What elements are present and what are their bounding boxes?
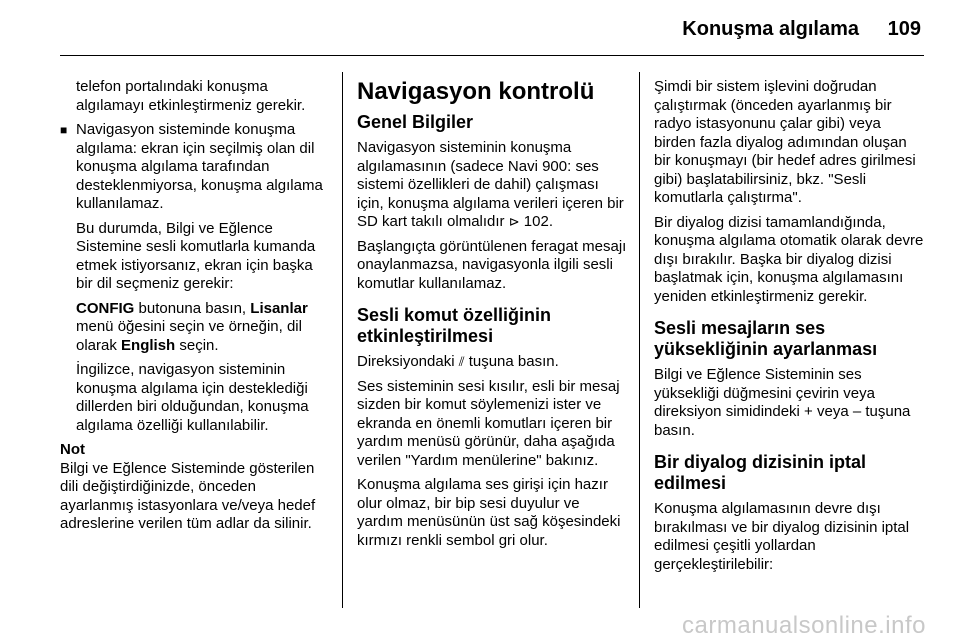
text-run: Navigasyon sisteminin konuşma algılamasının (sadece Navi 900: ses sistemi özellikleri de dahil) çalışması için, konuşma algılama verileri içeren bir SD kart takılı olmalıdır [357, 139, 624, 230]
column-divider-2 [639, 72, 640, 608]
subheading-cancel: Bir diyalog dizisinin iptal edilmesi [654, 452, 867, 493]
text-run: Direksiyondaki [357, 353, 459, 370]
subheading-volume: Sesli mesajların ses yüksekliğinin ayarlanması [654, 318, 878, 359]
watermark: carmanualsonline.info [682, 612, 926, 639]
paragraph: Konuşma algılama ses girişi için hazır olur olmaz, bir bip sesi duyulur ve yardım menüsünün üst sağ köşesindeki kırmızı renkli sembol gri olur. [357, 476, 621, 549]
subheading-activation: Sesli komut özelliğinin etkinleştirilmesi [357, 305, 552, 346]
subheading-general: Genel Bilgiler [357, 112, 474, 132]
text-column-3 [654, 78, 924, 580]
bullet-square-icon: ■ [60, 123, 68, 137]
paragraph: telefon portalındaki konuşma algılamayı etkinleştirmeniz gerekir. [76, 78, 306, 114]
page-header-title: Konuşma algılama [682, 18, 859, 40]
page-reference: 102. [519, 213, 553, 230]
paragraph: Bir diyalog dizisi tamamlandığında, konuşma algılama otomatik olarak devre dışı bırakılır. Başka bir diyalog dizisi başlatmak için, konuşma algılamasını yeniden etkinleştirmeniz gerekir. [654, 213, 924, 305]
paragraph: Başlangıçta görüntülenen feragat mesajı onaylanmazsa, navigasyonla ilgili sesli komutlar kullanılamaz. [357, 237, 627, 292]
note-heading: Not [60, 441, 85, 458]
paragraph-instructions [60, 300, 332, 356]
text-run: menü öğesini seçin ve örneğin, dil olarak [76, 318, 302, 354]
voice-command-icon: ⫽ [458, 354, 465, 369]
page-reference-arrow-icon: ⊳ [508, 214, 520, 229]
languages-menu-label: Lisanlar [250, 299, 308, 317]
paragraph: Bu durumda, Bilgi ve Eğlence Sistemine sesli komutlarla kumanda etmek istiyorsanız, ekran için başka bir dil seçmeniz gerekir: [76, 219, 316, 292]
config-button-label: CONFIG [76, 299, 135, 317]
text-column-2 [357, 78, 627, 556]
text-run: butonuna basın, [134, 299, 251, 317]
header-divider [60, 55, 924, 56]
paragraph: İngilizce, navigasyon sisteminin konuşma algılama için desteklediği dillerden biri olduğundan, konuşma algılama özelliği kullanılabilir. [76, 361, 309, 434]
paragraph [357, 353, 627, 372]
text-column-1 [60, 78, 332, 540]
section-title: Navigasyon kontrolü [357, 78, 595, 105]
column-divider-1 [342, 72, 343, 608]
page-number: 109 [887, 18, 921, 40]
text-run: tuşuna basın. [464, 353, 559, 370]
bullet-text: Navigasyon sisteminde konuşma algılama: ekran için seçilmiş olan dil konuşma algılama tarafından desteklenmiyorsa, konuşma algılama kullanılamaz. [76, 121, 323, 212]
paragraph [357, 139, 627, 232]
paragraph: Bilgi ve Eğlence Sisteminin ses yüksekliği düğmesini çevirin veya direksiyon simidindeki + veya – tuşuna basın. [654, 366, 911, 439]
paragraph: Ses sisteminin sesi kısılır, esli bir mesaj sizden bir komut söylemenizi ister ve ekranda en önemli komutları içeren bir yardım menüsü görünür, daha aşağıda verilen "Yardım menülerine" bakınız. [357, 377, 620, 469]
bullet-item [60, 121, 332, 214]
english-option-label: English [121, 336, 176, 354]
paragraph: Şimdi bir sistem işlevini doğrudan çalıştırmak (önceden ayarlanmış bir radyo istasyonunu çalar gibi) veya birden fazla diyalog adımından oluşan bir konuşmayı (bir hedef adres girilmesi gibi) başlatabilirsiniz, bkz. "Sesli komutlarla çalıştırma". [654, 78, 916, 206]
paragraph: Konuşma algılamasının devre dışı bırakılması ve bir diyalog dizisinin iptal edilmesi çeşitli yollardan gerçekleştirilebilir: [654, 500, 910, 573]
note-text: Bilgi ve Eğlence Sisteminde gösterilen dili değiştirdiğinizde, önceden ayarlanmış istasyonlara ve/veya hedef adreslerine verilen tüm adlar da silinir. [60, 459, 316, 532]
text-run: seçin. [175, 336, 219, 354]
